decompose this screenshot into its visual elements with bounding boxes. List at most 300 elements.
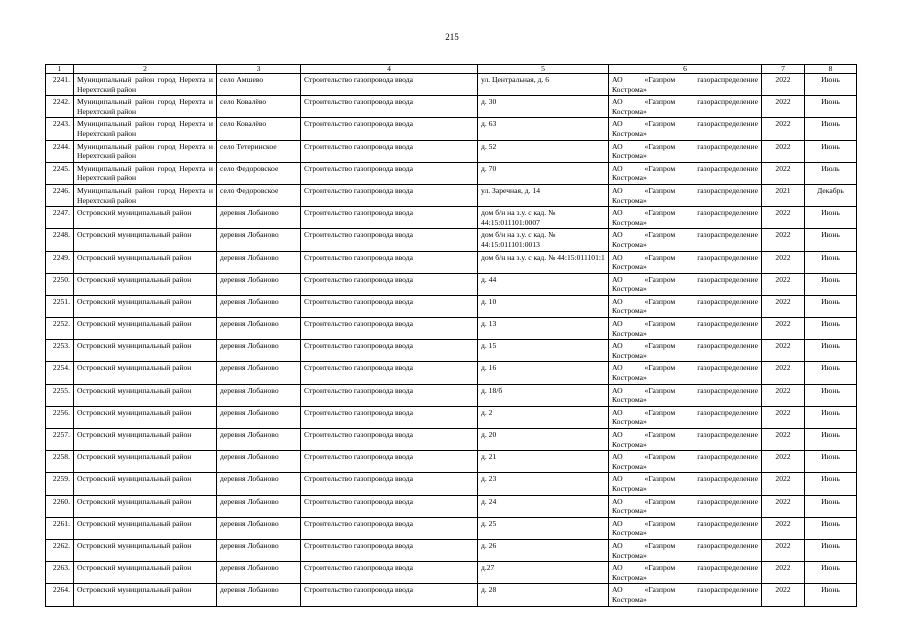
row-number: 2261.: [46, 517, 74, 539]
month-cell: Июнь: [805, 229, 857, 251]
district-cell: Островский муниципальный район: [74, 584, 217, 606]
settlement-cell: деревня Лобаново: [217, 340, 301, 362]
year-cell: 2021: [762, 184, 805, 206]
organization-word: АО: [612, 341, 623, 351]
organization-word: «Газпром: [644, 385, 676, 395]
organization-word: «Газпром: [644, 230, 676, 240]
organization-word: «Газпром: [644, 75, 676, 84]
table-row: [46, 473, 857, 495]
organization-line-2: Кострома»: [612, 239, 647, 249]
organization-word: газораспределение: [697, 141, 758, 151]
row-number: 2255.: [46, 384, 74, 406]
organization-word: АО: [612, 518, 623, 528]
table-row: [46, 539, 857, 561]
district-cell: Островский муниципальный район: [74, 539, 217, 561]
year-cell: 2022: [762, 562, 805, 584]
address-cell: д. 44: [478, 273, 609, 295]
district-cell: Островский муниципальный район: [74, 517, 217, 539]
year-cell: 2022: [762, 162, 805, 184]
row-number: 2258.: [46, 451, 74, 473]
month-cell: Июнь: [805, 539, 857, 561]
table-row: [46, 273, 857, 295]
year-cell: 2022: [762, 384, 805, 406]
month-cell: Июнь: [805, 140, 857, 162]
row-number: 2247.: [46, 207, 74, 229]
work-cell: Строительство газопровода ввода: [301, 562, 478, 584]
organization-line-2: Кострома»: [612, 328, 647, 338]
year-cell: 2022: [762, 295, 805, 317]
table-row: [46, 295, 857, 317]
row-number: 2243.: [46, 118, 74, 140]
organization-word: «Газпром: [644, 208, 676, 218]
year-cell: 2022: [762, 340, 805, 362]
address-cell: дом б/н на з.у. с кад. № 44:15:011101:0013: [478, 229, 609, 251]
organization-word: АО: [612, 230, 623, 240]
row-number: 2248.: [46, 229, 74, 251]
month-cell: Июнь: [805, 384, 857, 406]
work-cell: Строительство газопровода ввода: [301, 318, 478, 340]
address-cell: д. 24: [478, 495, 609, 517]
district-cell: Муниципальный район город Нерехта и Нерехтский район: [74, 140, 217, 162]
organization-cell: [609, 584, 762, 606]
organization-word: АО: [612, 208, 623, 218]
row-number: 2242.: [46, 96, 74, 118]
organization-word: газораспределение: [697, 75, 758, 84]
month-cell: Июнь: [805, 118, 857, 140]
month-cell: Июнь: [805, 562, 857, 584]
organization-word: газораспределение: [697, 518, 758, 528]
address-cell: ул. Центральная, д. 6: [478, 74, 609, 96]
row-number: 2262.: [46, 539, 74, 561]
organization-word: АО: [612, 319, 623, 329]
district-cell: Островский муниципальный район: [74, 429, 217, 451]
organization-cell: [609, 495, 762, 517]
organization-line-2: Кострома»: [612, 483, 647, 493]
work-cell: Строительство газопровода ввода: [301, 584, 478, 606]
organization-cell: [609, 429, 762, 451]
month-cell: Июнь: [805, 251, 857, 273]
row-number: 2256.: [46, 406, 74, 428]
address-cell: д. 18/б: [478, 384, 609, 406]
work-cell: Строительство газопровода ввода: [301, 273, 478, 295]
district-cell: Островский муниципальный район: [74, 273, 217, 295]
table-row: [46, 96, 857, 118]
organization-cell: [609, 273, 762, 295]
organization-word: «Газпром: [644, 296, 676, 306]
column-header: 5: [478, 65, 609, 74]
organization-line-2: Кострома»: [612, 439, 647, 449]
organization-cell: [609, 362, 762, 384]
organization-cell: [609, 162, 762, 184]
header-row: [46, 65, 857, 74]
district-cell: Муниципальный район город Нерехта и Нерехтский район: [74, 184, 217, 206]
work-cell: Строительство газопровода ввода: [301, 429, 478, 451]
organization-word: газораспределение: [697, 119, 758, 129]
organization-line-2: Кострома»: [612, 395, 647, 405]
settlement-cell: село Ковалёво: [217, 118, 301, 140]
settlement-cell: деревня Лобаново: [217, 295, 301, 317]
organization-line-2: Кострома»: [612, 572, 647, 582]
organization-line-2: Кострома»: [612, 217, 647, 227]
organization-word: АО: [612, 496, 623, 506]
month-cell: Июнь: [805, 340, 857, 362]
organization-word: газораспределение: [697, 452, 758, 462]
table-row: [46, 362, 857, 384]
organization-cell: [609, 207, 762, 229]
row-number: 2250.: [46, 273, 74, 295]
organization-word: АО: [612, 75, 623, 84]
organization-word: АО: [612, 363, 623, 373]
table-row: [46, 406, 857, 428]
table-row: [46, 318, 857, 340]
settlement-cell: деревня Лобаново: [217, 539, 301, 561]
district-cell: Островский муниципальный район: [74, 318, 217, 340]
organization-word: «Газпром: [644, 97, 676, 107]
settlement-cell: деревня Лобаново: [217, 517, 301, 539]
organization-cell: [609, 340, 762, 362]
organization-cell: [609, 140, 762, 162]
organization-cell: [609, 384, 762, 406]
table-row: [46, 207, 857, 229]
organization-line-2: Кострома»: [612, 173, 647, 183]
organization-word: АО: [612, 274, 623, 284]
row-number: 2260.: [46, 495, 74, 517]
organization-word: газораспределение: [697, 319, 758, 329]
district-cell: Островский муниципальный район: [74, 251, 217, 273]
row-number: 2251.: [46, 295, 74, 317]
column-header: 1: [46, 65, 74, 74]
year-cell: 2022: [762, 473, 805, 495]
table-row: [46, 584, 857, 606]
organization-word: АО: [612, 185, 623, 195]
table-row: [46, 495, 857, 517]
table-row: [46, 517, 857, 539]
organization-word: «Газпром: [644, 430, 676, 439]
year-cell: 2022: [762, 429, 805, 451]
organization-word: газораспределение: [697, 540, 758, 550]
settlement-cell: деревня Лобаново: [217, 384, 301, 406]
address-cell: д. 20: [478, 429, 609, 451]
organization-word: «Газпром: [644, 119, 676, 129]
row-number: 2254.: [46, 362, 74, 384]
district-cell: Островский муниципальный район: [74, 229, 217, 251]
address-cell: д. 10: [478, 295, 609, 317]
year-cell: 2022: [762, 318, 805, 340]
column-header: 6: [609, 65, 762, 74]
organization-word: «Газпром: [644, 474, 676, 484]
organization-cell: [609, 74, 762, 96]
year-cell: 2022: [762, 451, 805, 473]
month-cell: Июнь: [805, 295, 857, 317]
month-cell: Июнь: [805, 406, 857, 428]
district-cell: Островский муниципальный район: [74, 495, 217, 517]
district-cell: Муниципальный район город Нерехта и Нерехтский район: [74, 74, 217, 96]
organization-line-2: Кострома»: [612, 350, 647, 360]
work-cell: Строительство газопровода ввода: [301, 362, 478, 384]
address-cell: дом б/н на з.у. с кад. № 44:15:011101:1: [478, 251, 609, 273]
organization-cell: [609, 406, 762, 428]
work-cell: Строительство газопровода ввода: [301, 340, 478, 362]
organization-line-2: Кострома»: [612, 417, 647, 427]
row-number: 2244.: [46, 140, 74, 162]
organization-word: АО: [612, 97, 623, 107]
organization-word: АО: [612, 407, 623, 417]
organization-word: газораспределение: [697, 208, 758, 218]
district-cell: Островский муниципальный район: [74, 295, 217, 317]
organization-cell: [609, 251, 762, 273]
organization-line-2: Кострома»: [612, 262, 647, 272]
row-number: 2241.: [46, 74, 74, 96]
column-header: 8: [805, 65, 857, 74]
work-cell: Строительство газопровода ввода: [301, 295, 478, 317]
month-cell: Июнь: [805, 451, 857, 473]
organization-word: газораспределение: [697, 341, 758, 351]
organization-cell: [609, 539, 762, 561]
organization-word: газораспределение: [697, 97, 758, 107]
settlement-cell: деревня Лобаново: [217, 207, 301, 229]
table-row: [46, 429, 857, 451]
table-row: [46, 229, 857, 251]
organization-word: газораспределение: [697, 252, 758, 262]
month-cell: Июнь: [805, 207, 857, 229]
row-number: 2264.: [46, 584, 74, 606]
address-cell: д. 26: [478, 539, 609, 561]
organization-cell: [609, 96, 762, 118]
month-cell: Июль: [805, 162, 857, 184]
address-cell: д. 15: [478, 340, 609, 362]
district-cell: Островский муниципальный район: [74, 340, 217, 362]
settlement-cell: село Ковалёво: [217, 96, 301, 118]
year-cell: 2022: [762, 362, 805, 384]
organization-word: «Газпром: [644, 363, 676, 373]
organization-word: газораспределение: [697, 563, 758, 573]
organization-word: АО: [612, 452, 623, 462]
column-header: 2: [74, 65, 217, 74]
organization-word: газораспределение: [697, 585, 758, 595]
row-number: 2253.: [46, 340, 74, 362]
organization-line-2: Кострома»: [612, 284, 647, 294]
address-cell: д. 63: [478, 118, 609, 140]
gas-pipeline-table: [45, 64, 857, 607]
address-cell: д. 52: [478, 140, 609, 162]
settlement-cell: деревня Лобаново: [217, 495, 301, 517]
organization-word: АО: [612, 163, 623, 173]
organization-word: «Газпром: [644, 563, 676, 573]
month-cell: Июнь: [805, 362, 857, 384]
table-row: [46, 140, 857, 162]
address-cell: д. 30: [478, 96, 609, 118]
row-number: 2245.: [46, 162, 74, 184]
address-cell: д. 70: [478, 162, 609, 184]
row-number: 2246.: [46, 184, 74, 206]
organization-word: АО: [612, 119, 623, 129]
organization-word: газораспределение: [697, 230, 758, 240]
organization-word: газораспределение: [697, 163, 758, 173]
settlement-cell: деревня Лобаново: [217, 273, 301, 295]
year-cell: 2022: [762, 517, 805, 539]
organization-line-2: Кострома»: [612, 594, 647, 604]
table-row: [46, 340, 857, 362]
table-row: [46, 251, 857, 273]
address-cell: ул. Заречная, д. 14: [478, 184, 609, 206]
organization-word: «Газпром: [644, 252, 676, 262]
organization-line-2: Кострома»: [612, 84, 647, 94]
settlement-cell: село Федоровское: [217, 162, 301, 184]
table-row: [46, 384, 857, 406]
organization-word: газораспределение: [697, 185, 758, 195]
address-cell: д. 21: [478, 451, 609, 473]
organization-cell: [609, 318, 762, 340]
year-cell: 2022: [762, 229, 805, 251]
settlement-cell: деревня Лобаново: [217, 362, 301, 384]
settlement-cell: село Федоровское: [217, 184, 301, 206]
table-row: [46, 74, 857, 96]
month-cell: Июнь: [805, 495, 857, 517]
month-cell: Июнь: [805, 273, 857, 295]
settlement-cell: деревня Лобаново: [217, 406, 301, 428]
table-row: [46, 118, 857, 140]
year-cell: 2022: [762, 74, 805, 96]
organization-cell: [609, 451, 762, 473]
organization-word: АО: [612, 563, 623, 573]
organization-word: «Газпром: [644, 518, 676, 528]
settlement-cell: деревня Лобаново: [217, 473, 301, 495]
district-cell: Островский муниципальный район: [74, 207, 217, 229]
address-cell: д. 28: [478, 584, 609, 606]
organization-word: АО: [612, 585, 623, 595]
organization-word: «Газпром: [644, 185, 676, 195]
organization-word: АО: [612, 141, 623, 151]
work-cell: Строительство газопровода ввода: [301, 207, 478, 229]
table-row: [46, 184, 857, 206]
organization-cell: [609, 118, 762, 140]
month-cell: Июнь: [805, 74, 857, 96]
district-cell: Муниципальный район город Нерехта и Нерехтский район: [74, 118, 217, 140]
work-cell: Строительство газопровода ввода: [301, 162, 478, 184]
organization-word: газораспределение: [697, 430, 758, 439]
organization-word: «Газпром: [644, 452, 676, 462]
year-cell: 2022: [762, 273, 805, 295]
work-cell: Строительство газопровода ввода: [301, 140, 478, 162]
organization-line-2: Кострома»: [612, 528, 647, 538]
settlement-cell: деревня Лобаново: [217, 429, 301, 451]
row-number: 2249.: [46, 251, 74, 273]
month-cell: Июнь: [805, 517, 857, 539]
row-number: 2252.: [46, 318, 74, 340]
work-cell: Строительство газопровода ввода: [301, 495, 478, 517]
organization-line-2: Кострома»: [612, 128, 647, 138]
row-number: 2263.: [46, 562, 74, 584]
settlement-cell: деревня Лобаново: [217, 251, 301, 273]
year-cell: 2022: [762, 140, 805, 162]
table-row: [46, 451, 857, 473]
month-cell: Июнь: [805, 429, 857, 451]
page-number: 215: [445, 32, 459, 42]
work-cell: Строительство газопровода ввода: [301, 251, 478, 273]
organization-word: газораспределение: [697, 385, 758, 395]
district-cell: Островский муниципальный район: [74, 384, 217, 406]
column-header: 4: [301, 65, 478, 74]
year-cell: 2022: [762, 118, 805, 140]
organization-line-2: Кострома»: [612, 373, 647, 383]
work-cell: Строительство газопровода ввода: [301, 384, 478, 406]
work-cell: Строительство газопровода ввода: [301, 96, 478, 118]
year-cell: 2022: [762, 207, 805, 229]
work-cell: Строительство газопровода ввода: [301, 451, 478, 473]
month-cell: Июнь: [805, 318, 857, 340]
column-header: 7: [762, 65, 805, 74]
district-cell: Островский муниципальный район: [74, 473, 217, 495]
work-cell: Строительство газопровода ввода: [301, 74, 478, 96]
district-cell: Муниципальный район город Нерехта и Нерехтский район: [74, 96, 217, 118]
month-cell: Июнь: [805, 96, 857, 118]
settlement-cell: деревня Лобаново: [217, 451, 301, 473]
work-cell: Строительство газопровода ввода: [301, 406, 478, 428]
organization-word: «Газпром: [644, 274, 676, 284]
settlement-cell: деревня Лобаново: [217, 318, 301, 340]
district-cell: Островский муниципальный район: [74, 562, 217, 584]
organization-word: «Газпром: [644, 141, 676, 151]
organization-cell: [609, 229, 762, 251]
year-cell: 2022: [762, 539, 805, 561]
organization-line-2: Кострома»: [612, 506, 647, 516]
organization-word: АО: [612, 430, 623, 439]
address-cell: д. 16: [478, 362, 609, 384]
month-cell: Июнь: [805, 473, 857, 495]
work-cell: Строительство газопровода ввода: [301, 118, 478, 140]
organization-line-2: Кострома»: [612, 306, 647, 316]
year-cell: 2022: [762, 406, 805, 428]
organization-word: «Газпром: [644, 407, 676, 417]
organization-word: газораспределение: [697, 274, 758, 284]
work-cell: Строительство газопровода ввода: [301, 473, 478, 495]
organization-line-2: Кострома»: [612, 550, 647, 560]
organization-line-2: Кострома»: [612, 106, 647, 116]
table-row: [46, 162, 857, 184]
work-cell: Строительство газопровода ввода: [301, 184, 478, 206]
settlement-cell: деревня Лобаново: [217, 229, 301, 251]
organization-cell: [609, 517, 762, 539]
row-number: 2259.: [46, 473, 74, 495]
organization-word: газораспределение: [697, 296, 758, 306]
address-cell: д. 25: [478, 517, 609, 539]
work-cell: Строительство газопровода ввода: [301, 539, 478, 561]
organization-word: «Газпром: [644, 163, 676, 173]
work-cell: Строительство газопровода ввода: [301, 229, 478, 251]
district-cell: Островский муниципальный район: [74, 362, 217, 384]
organization-line-2: Кострома»: [612, 461, 647, 471]
address-cell: дом б/н на з.у. с кад. № 44:15:011101:0007: [478, 207, 609, 229]
organization-line-2: Кострома»: [612, 195, 647, 205]
address-cell: д. 13: [478, 318, 609, 340]
settlement-cell: деревня Лобаново: [217, 584, 301, 606]
organization-word: газораспределение: [697, 363, 758, 373]
organization-cell: [609, 473, 762, 495]
organization-word: АО: [612, 296, 623, 306]
settlement-cell: деревня Лобаново: [217, 562, 301, 584]
work-cell: Строительство газопровода ввода: [301, 517, 478, 539]
organization-word: «Газпром: [644, 341, 676, 351]
organization-word: «Газпром: [644, 319, 676, 329]
year-cell: 2022: [762, 584, 805, 606]
address-cell: д.27: [478, 562, 609, 584]
year-cell: 2022: [762, 251, 805, 273]
organization-word: «Газпром: [644, 540, 676, 550]
row-number: 2257.: [46, 429, 74, 451]
organization-word: газораспределение: [697, 407, 758, 417]
month-cell: Июнь: [805, 584, 857, 606]
year-cell: 2022: [762, 495, 805, 517]
